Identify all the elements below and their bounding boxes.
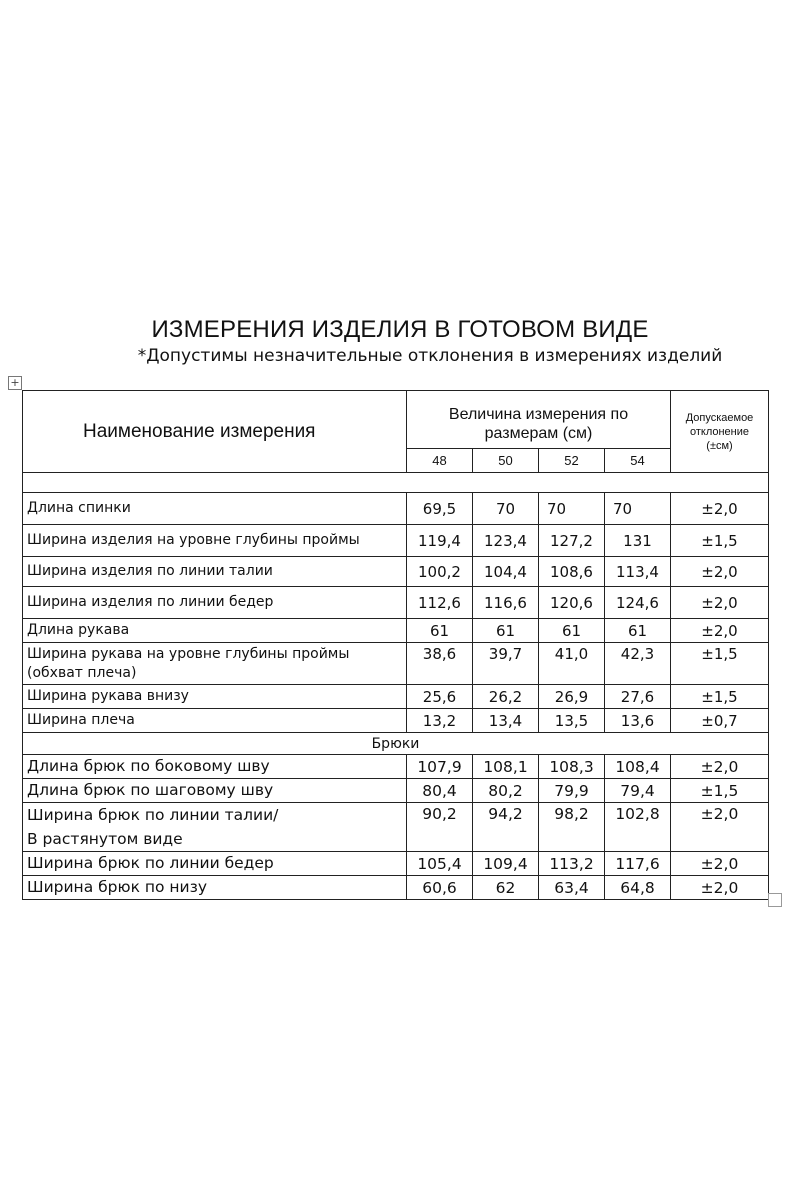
- table-row: [23, 852, 769, 876]
- tolerance-cell: ±1,5: [671, 685, 769, 709]
- value-cell: 108,6: [539, 557, 605, 587]
- value-cell: 108,4: [605, 755, 671, 779]
- row-name: Ширина брюк по линии бедер: [23, 852, 407, 876]
- value-cell: 61: [473, 619, 539, 643]
- value-cell: 105,4: [407, 852, 473, 876]
- value-cell: 123,4: [473, 525, 539, 557]
- value-cell: 116,6: [473, 587, 539, 619]
- value-cell: 104,4: [473, 557, 539, 587]
- tolerance-cell: ±2,0: [671, 619, 769, 643]
- header-row: [23, 391, 769, 449]
- value-cell: 61: [407, 619, 473, 643]
- row-name: [23, 803, 407, 852]
- value-cell: 113,2: [539, 852, 605, 876]
- value-cell: 80,2: [473, 779, 539, 803]
- row-name: Ширина изделия по линии бедер: [23, 587, 407, 619]
- table-row: [23, 493, 769, 525]
- table-row: [23, 643, 769, 685]
- value-cell: 108,1: [473, 755, 539, 779]
- header-tolerance-line2: отклонение: [689, 426, 750, 438]
- size-header: 50: [473, 449, 539, 473]
- value-cell: 102,8: [605, 803, 671, 852]
- value-cell: 60,6: [407, 876, 473, 900]
- value-cell: 79,4: [605, 779, 671, 803]
- value-cell: 62: [473, 876, 539, 900]
- row-name-line1: Ширина брюк по линии талии/: [27, 806, 279, 824]
- value-cell: 69,5: [407, 493, 473, 525]
- row-name: Длина спинки: [23, 493, 407, 525]
- value-cell: 42,3: [605, 643, 671, 685]
- header-tolerance: [671, 391, 769, 473]
- tolerance-cell: ±2,0: [671, 803, 769, 852]
- value-cell: 94,2: [473, 803, 539, 852]
- header-tolerance-line3: (±см): [706, 440, 733, 452]
- value-cell: 109,4: [473, 852, 539, 876]
- value-cell: 120,6: [539, 587, 605, 619]
- spacer-row: [23, 473, 769, 493]
- row-name: Ширина плеча: [23, 709, 407, 733]
- value-cell: 90,2: [407, 803, 473, 852]
- value-cell: 70: [605, 493, 671, 525]
- value-cell: 13,2: [407, 709, 473, 733]
- table-row: [23, 709, 769, 733]
- tolerance-cell: ±2,0: [671, 587, 769, 619]
- row-name: Ширина изделия на уровне глубины проймы: [23, 525, 407, 557]
- row-name-line2: В растянутом виде: [27, 830, 183, 848]
- value-cell: 112,6: [407, 587, 473, 619]
- row-name: Ширина рукава внизу: [23, 685, 407, 709]
- value-cell: 131: [605, 525, 671, 557]
- value-cell: 113,4: [605, 557, 671, 587]
- tolerance-cell: ±2,0: [671, 852, 769, 876]
- value-cell: 61: [605, 619, 671, 643]
- tolerance-cell: ±1,5: [671, 643, 769, 685]
- row-name: Ширина изделия по линии талии: [23, 557, 407, 587]
- section-title: Брюки: [23, 733, 769, 755]
- table-row: [23, 876, 769, 900]
- table-row: [23, 525, 769, 557]
- value-cell: 70: [473, 493, 539, 525]
- value-cell: 124,6: [605, 587, 671, 619]
- spacer-cell: [23, 473, 769, 493]
- header-size-group-line1: Величина измерения по: [448, 405, 629, 423]
- size-header: 54: [605, 449, 671, 473]
- value-cell: 127,2: [539, 525, 605, 557]
- value-cell: 13,6: [605, 709, 671, 733]
- tolerance-cell: ±2,0: [671, 557, 769, 587]
- value-cell: 26,2: [473, 685, 539, 709]
- table-row: [23, 685, 769, 709]
- value-cell: 41,0: [539, 643, 605, 685]
- table-resize-handle-icon[interactable]: [768, 893, 782, 907]
- header-tolerance-line1: Допускаемое: [685, 412, 754, 424]
- value-cell: 39,7: [473, 643, 539, 685]
- value-cell: 80,4: [407, 779, 473, 803]
- table-row: [23, 557, 769, 587]
- row-name: Ширина брюк по низу: [23, 876, 407, 900]
- tolerance-cell: ±1,5: [671, 779, 769, 803]
- row-name: Длина брюк по шаговому шву: [23, 779, 407, 803]
- table-row: [23, 779, 769, 803]
- value-cell: 79,9: [539, 779, 605, 803]
- size-header: 48: [407, 449, 473, 473]
- table-row: [23, 755, 769, 779]
- tolerance-cell: ±1,5: [671, 525, 769, 557]
- header-size-group: [407, 391, 671, 449]
- tolerance-cell: ±0,7: [671, 709, 769, 733]
- header-size-group-line2: размерам (см): [484, 424, 593, 442]
- table-row: [23, 619, 769, 643]
- section-row: [23, 733, 769, 755]
- table-row: [23, 803, 769, 852]
- row-name-line2: (обхват плеча): [27, 664, 137, 681]
- table-move-handle-icon[interactable]: +: [8, 376, 22, 390]
- row-name: [23, 643, 407, 685]
- row-name: Длина брюк по боковому шву: [23, 755, 407, 779]
- value-cell: 13,4: [473, 709, 539, 733]
- value-cell: 13,5: [539, 709, 605, 733]
- value-cell: 100,2: [407, 557, 473, 587]
- page-title: ИЗМЕРЕНИЯ ИЗДЕЛИЯ В ГОТОВОМ ВИДЕ: [151, 316, 649, 343]
- value-cell: 27,6: [605, 685, 671, 709]
- value-cell: 70: [539, 493, 605, 525]
- value-cell: 107,9: [407, 755, 473, 779]
- value-cell: 119,4: [407, 525, 473, 557]
- row-name: Длина рукава: [23, 619, 407, 643]
- value-cell: 61: [539, 619, 605, 643]
- value-cell: 117,6: [605, 852, 671, 876]
- value-cell: 108,3: [539, 755, 605, 779]
- measurements-table: [22, 390, 769, 900]
- tolerance-cell: ±2,0: [671, 493, 769, 525]
- page-subtitle: *Допустимы незначительные отклонения в измерениях изделий: [137, 346, 723, 366]
- value-cell: 64,8: [605, 876, 671, 900]
- row-name-line1: Ширина рукава на уровне глубины проймы: [27, 645, 350, 662]
- size-header: 52: [539, 449, 605, 473]
- value-cell: 25,6: [407, 685, 473, 709]
- value-cell: 38,6: [407, 643, 473, 685]
- value-cell: 63,4: [539, 876, 605, 900]
- header-name: Наименование измерения: [23, 391, 407, 473]
- tolerance-cell: ±2,0: [671, 876, 769, 900]
- tolerance-cell: ±2,0: [671, 755, 769, 779]
- table-row: [23, 587, 769, 619]
- value-cell: 26,9: [539, 685, 605, 709]
- value-cell: 98,2: [539, 803, 605, 852]
